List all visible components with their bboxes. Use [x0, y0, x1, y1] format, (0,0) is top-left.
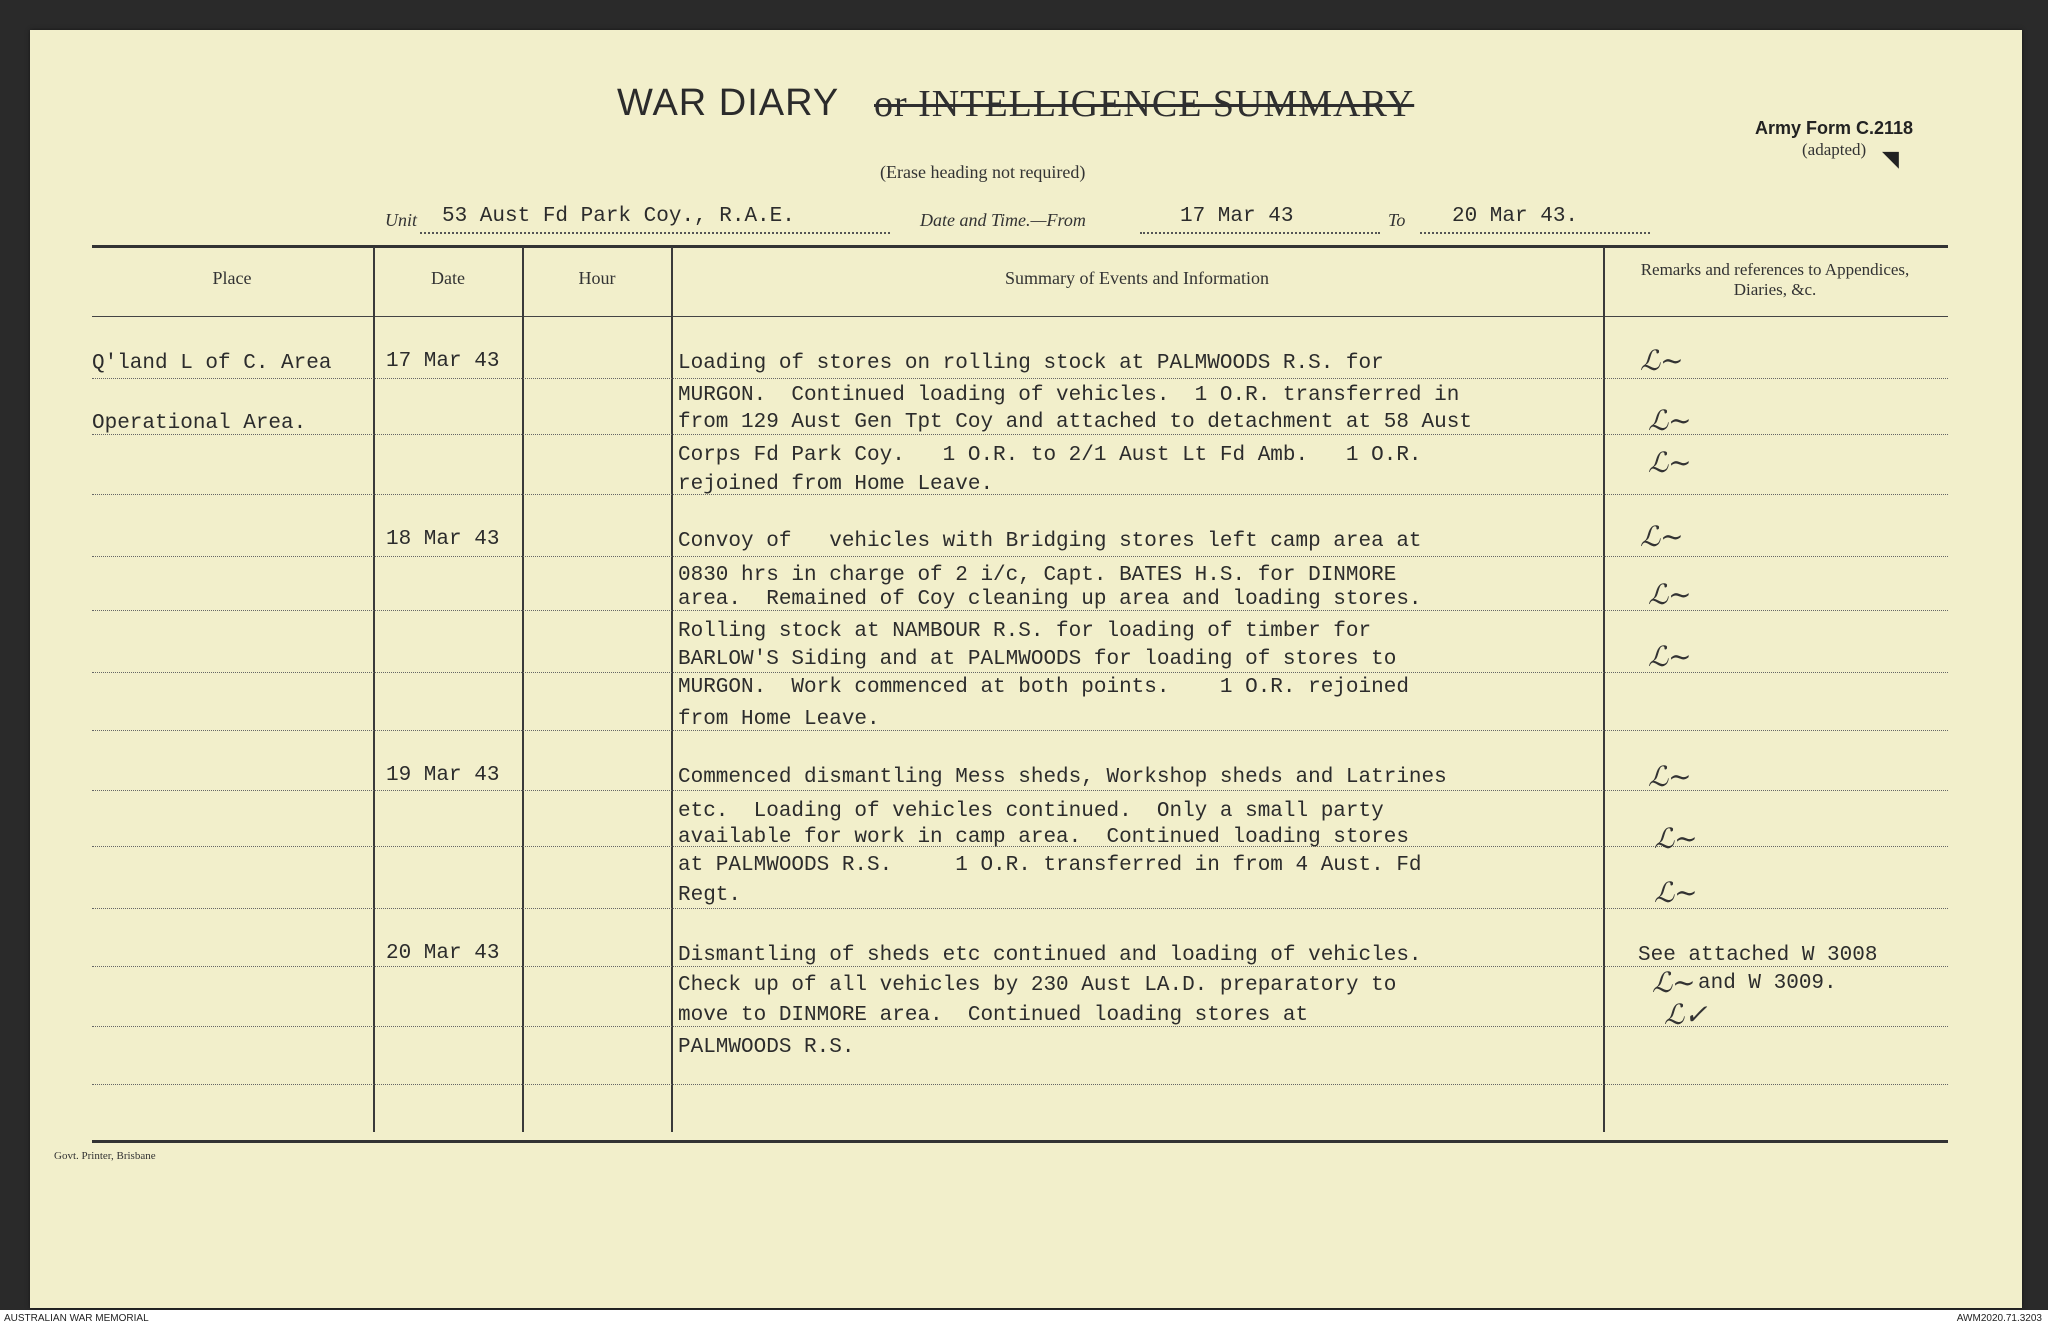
unit-dotline	[420, 232, 890, 234]
remarks-line-1: See attached W 3008	[1638, 944, 1878, 967]
entry-line: MURGON. Work commenced at both points. 1 O.R. rejoined	[678, 676, 1409, 699]
entry-line: from Home Leave.	[678, 708, 880, 731]
struck-heading: or INTELLIGENCE SUMMARY	[874, 83, 1415, 125]
from-dotline	[1140, 232, 1380, 234]
entry-line: at PALMWOODS R.S. 1 O.R. transferred in from 4 Aust. Fd	[678, 854, 1422, 877]
entry-date: 20 Mar 43	[386, 942, 500, 965]
initial-mark-icon: ℒ~	[1648, 760, 1692, 793]
initial-mark-icon: ℒ~	[1648, 578, 1692, 611]
entry-line: Check up of all vehicles by 230 Aust LA.D. preparatory to	[678, 974, 1397, 997]
entry-line: PALMWOODS R.S.	[678, 1036, 855, 1059]
entry-line: MURGON. Continued loading of vehicles. 1 O.R. transferred in	[678, 384, 1460, 407]
unit-label: Unit	[385, 210, 418, 230]
entry-line: area. Remained of Coy cleaning up area and loading stores.	[678, 588, 1422, 611]
to-date: 20 Mar 43.	[1452, 205, 1579, 228]
initial-mark-icon: ℒ✓	[1664, 998, 1708, 1031]
col-divider	[671, 247, 673, 1132]
entry-date: 17 Mar 43	[386, 350, 500, 373]
col-hour: Hour	[578, 268, 616, 288]
page-title: WAR DIARY	[617, 82, 840, 124]
entry-line: Corps Fd Park Coy. 1 O.R. to 2/1 Aust Lt Fd Amb. 1 O.R.	[678, 444, 1422, 467]
col-divider	[373, 247, 375, 1132]
initial-mark-icon: ℒ~	[1648, 446, 1692, 479]
to-label: To	[1388, 210, 1406, 230]
initial-mark-icon: ℒ~	[1648, 640, 1692, 673]
entry-line: etc. Loading of vehicles continued. Only a small party	[678, 800, 1384, 823]
entry-line: move to DINMORE area. Continued loading stores at	[678, 1004, 1309, 1027]
table-header-rule	[92, 316, 1948, 317]
unit-value: 53 Aust Fd Park Coy., R.A.E.	[442, 205, 795, 228]
printer-imprint: Govt. Printer, Brisbane	[54, 1150, 156, 1162]
col-remarks: Remarks and references to Appendices, Diaries, &c.	[1640, 260, 1910, 299]
place-line-1: Q'land L of C. Area	[92, 352, 332, 375]
table-bottom-rule	[92, 1140, 1948, 1143]
entry-line: BARLOW'S Siding and at PALMWOODS for loading of stores to	[678, 648, 1397, 671]
col-summary: Summary of Events and Information	[1005, 268, 1269, 288]
remarks-line-2: and W 3009.	[1698, 972, 1837, 995]
entry-line: available for work in camp area. Continued loading stores	[678, 826, 1409, 849]
entry-line: Loading of stores on rolling stock at PALMWOODS R.S. for	[678, 352, 1384, 375]
footer-left: AUSTRALIAN WAR MEMORIAL	[4, 1313, 149, 1324]
date-time-label: Date and Time.—From	[920, 210, 1086, 230]
col-date: Date	[431, 268, 465, 288]
form-adapted: (adapted)	[1802, 140, 1867, 159]
initial-mark-icon: ℒ~	[1654, 822, 1698, 855]
pointer-mark-icon: ◥	[1882, 146, 1899, 171]
initial-mark-icon: ℒ~	[1654, 876, 1698, 909]
initial-mark-icon: ℒ~	[1640, 344, 1684, 377]
entry-line: Regt.	[678, 884, 742, 907]
entry-line: Dismantling of sheds etc continued and loading of vehicles.	[678, 944, 1422, 967]
entry-line: Convoy of vehicles with Bridging stores left camp area at	[678, 530, 1422, 553]
place-line-2: Operational Area.	[92, 412, 307, 435]
initial-mark-icon: ℒ~	[1640, 520, 1684, 553]
entry-line: 0830 hrs in charge of 2 i/c, Capt. BATES H.S. for DINMORE	[678, 564, 1397, 587]
to-dotline	[1420, 232, 1650, 234]
entry-line: Rolling stock at NAMBOUR R.S. for loading of timber for	[678, 620, 1372, 643]
col-place: Place	[212, 268, 252, 288]
form-number: Army Form C.2118	[1755, 118, 1914, 138]
table-top-rule	[92, 245, 1948, 248]
entry-date: 18 Mar 43	[386, 528, 500, 551]
col-divider	[1603, 247, 1605, 1132]
entry-line: rejoined from Home Leave.	[678, 473, 994, 496]
from-date: 17 Mar 43	[1180, 205, 1294, 228]
col-divider	[522, 247, 524, 1132]
footer-right: AWM2020.71.3203	[1956, 1313, 2042, 1324]
initial-mark-icon: ℒ~	[1648, 404, 1692, 437]
initial-mark-icon: ℒ~	[1652, 966, 1696, 999]
entry-line: Commenced dismantling Mess sheds, Workshop sheds and Latrines	[678, 766, 1447, 789]
entry-date: 19 Mar 43	[386, 764, 500, 787]
archive-footer	[0, 1310, 2048, 1328]
erase-note: (Erase heading not required)	[880, 162, 1086, 182]
entry-line: from 129 Aust Gen Tpt Coy and attached to detachment at 58 Aust	[678, 411, 1472, 434]
